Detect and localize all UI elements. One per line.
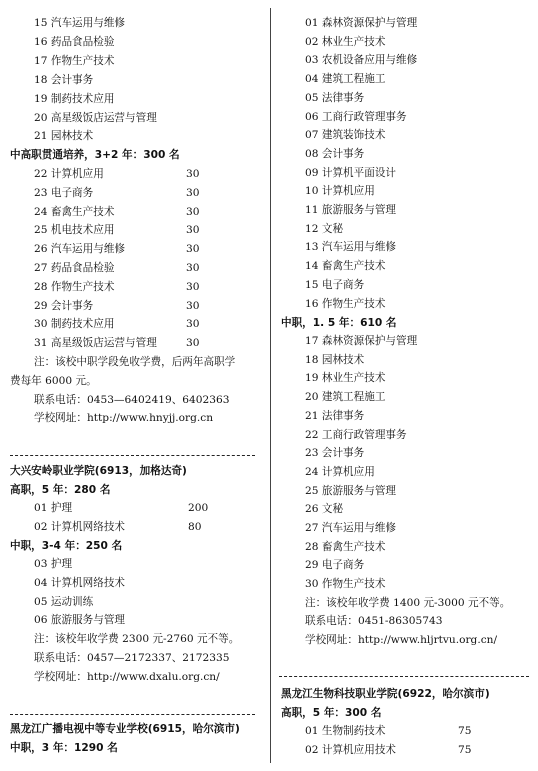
section-separator: [279, 676, 529, 677]
program-item: 11 旅游服务与管理: [305, 204, 397, 216]
school-website: 学校网址：http://www.hljrtvu.org.cn/: [305, 634, 498, 646]
program-item: 10 计算机应用: [305, 185, 375, 198]
program-item: 24 畜禽生产技术: [34, 205, 115, 218]
program-item: 03 农机设备应用与维修: [305, 54, 418, 67]
section-header: 高职，5 年：300 名: [281, 707, 382, 719]
section-separator: [10, 714, 255, 715]
enrollment-count: 30: [186, 186, 200, 199]
program-item: 01 生物制药技术: [305, 725, 386, 737]
program-item: 27 药品食品检验: [34, 262, 115, 274]
enrollment-count: 75: [458, 743, 472, 756]
enrollment-count: 200: [188, 502, 209, 514]
tuition-note: 注：该校年收学费 2300 元-2760 元不等。: [34, 633, 240, 645]
program-item: 07 建筑装饰技术: [305, 129, 386, 142]
program-item: 28 作物生产技术: [34, 280, 115, 293]
program-item: 16 作物生产技术: [305, 297, 386, 310]
enrollment-count: 30: [186, 299, 200, 312]
program-item: 15 汽车运用与维修: [34, 17, 126, 29]
program-item: 08 会计事务: [305, 147, 365, 160]
section-header: 高职，5 年：280 名: [10, 484, 111, 496]
school-name: 黑龙江生物科技职业学院(6922，哈尔滨市): [281, 688, 490, 700]
program-item: 04 计算机网络技术: [34, 576, 126, 589]
program-item: 30 制药技术应用: [34, 318, 115, 331]
program-item: 19 林业生产技术: [305, 372, 386, 385]
program-item: 02 计算机应用技术: [305, 743, 397, 756]
program-item: 17 森林资源保护与管理: [305, 335, 418, 347]
program-item: 28 畜禽生产技术: [305, 540, 386, 553]
program-item: 02 林业生产技术: [305, 35, 386, 48]
program-item: 25 机电技术应用: [34, 224, 115, 237]
program-item: 06 旅游服务与管理: [34, 614, 126, 627]
program-item: 16 药品食品检验: [34, 35, 115, 48]
program-item: 22 工商行政管理事务: [305, 428, 407, 441]
section-separator: [10, 455, 255, 456]
program-item: 31 高星级饭店运营与管理: [34, 337, 157, 350]
program-item: 26 文秘: [305, 503, 344, 516]
section-header: 中高职贯通培养，3+2 年：300 名: [10, 149, 180, 161]
contact-phone: 联系电话：0457—2172337、2172335: [34, 652, 230, 664]
school-name: 大兴安岭职业学院(6913，加格达奇): [10, 465, 187, 477]
enrollment-count: 75: [458, 725, 472, 737]
contact-phone: 联系电话：0451-86305743: [305, 615, 443, 627]
section-header: 中职，3-4 年：250 名: [10, 540, 123, 552]
tuition-note-cont: 费每年 6000 元。: [10, 375, 97, 387]
program-item: 29 会计事务: [34, 299, 94, 312]
enrollment-count: 30: [186, 243, 200, 256]
program-item: 18 会计事务: [34, 73, 94, 86]
program-item: 13 汽车运用与维修: [305, 241, 397, 254]
program-item: 27 汽车运用与维修: [305, 522, 397, 534]
program-item: 05 运动训练: [34, 595, 94, 608]
program-item: 21 法律事务: [305, 409, 365, 422]
program-item: 14 畜禽生产技术: [305, 260, 386, 273]
school-website: 学校网址：http://www.hnyjj.org.cn: [34, 412, 214, 424]
program-item: 18 园林技术: [305, 353, 365, 366]
program-item: 22 计算机应用: [34, 168, 104, 180]
program-item: 06 工商行政管理事务: [305, 110, 407, 123]
program-item: 04 建筑工程施工: [305, 73, 386, 86]
program-item: 15 电子商务: [305, 278, 365, 291]
program-item: 02 计算机网络技术: [34, 520, 126, 533]
program-item: 05 法律事务: [305, 91, 365, 104]
program-item: 23 会计事务: [305, 447, 365, 460]
school-name: 黑龙江广播电视中等专业学校(6915，哈尔滨市): [10, 723, 240, 735]
program-item: 12 文秘: [305, 222, 344, 235]
enrollment-count: 30: [186, 337, 200, 350]
program-item: 09 计算机平面设计: [305, 166, 397, 179]
tuition-note: 注：该校年收学费 1400 元-3000 元不等。: [305, 597, 511, 609]
program-item: 20 高星级饭店运营与管理: [34, 111, 157, 124]
enrollment-count: 30: [186, 280, 200, 293]
program-item: 23 电子商务: [34, 186, 94, 199]
program-item: 03 护理: [34, 558, 73, 570]
program-item: 25 旅游服务与管理: [305, 484, 397, 497]
school-website: 学校网址：http://www.dxalu.org.cn/: [34, 671, 220, 683]
enrollment-count: 30: [186, 224, 200, 237]
enrollment-count: 30: [186, 318, 200, 331]
enrollment-count: 30: [186, 262, 200, 274]
program-item: 01 森林资源保护与管理: [305, 17, 418, 29]
program-item: 17 作物生产技术: [34, 54, 115, 67]
program-item: 20 建筑工程施工: [305, 391, 386, 404]
tuition-note: 注：该校中职学段免收学费，后两年高职学: [34, 356, 236, 368]
section-header: 中职，3 年：1290 名: [10, 742, 118, 754]
enrollment-count: 30: [186, 205, 200, 218]
program-item: 01 护理: [34, 502, 73, 514]
enrollment-count: 30: [186, 168, 200, 180]
column-divider: [270, 8, 271, 763]
program-item: 29 电子商务: [305, 559, 365, 572]
section-header: 中职，1. 5 年：610 名: [281, 317, 397, 329]
program-item: 26 汽车运用与维修: [34, 243, 126, 256]
program-item: 24 计算机应用: [305, 465, 375, 478]
program-item: 19 制药技术应用: [34, 92, 115, 105]
contact-phone: 联系电话：0453—6402419、6402363: [34, 394, 230, 406]
program-item: 30 作物生产技术: [305, 578, 386, 591]
program-item: 21 园林技术: [34, 130, 94, 143]
enrollment-count: 80: [188, 520, 202, 533]
